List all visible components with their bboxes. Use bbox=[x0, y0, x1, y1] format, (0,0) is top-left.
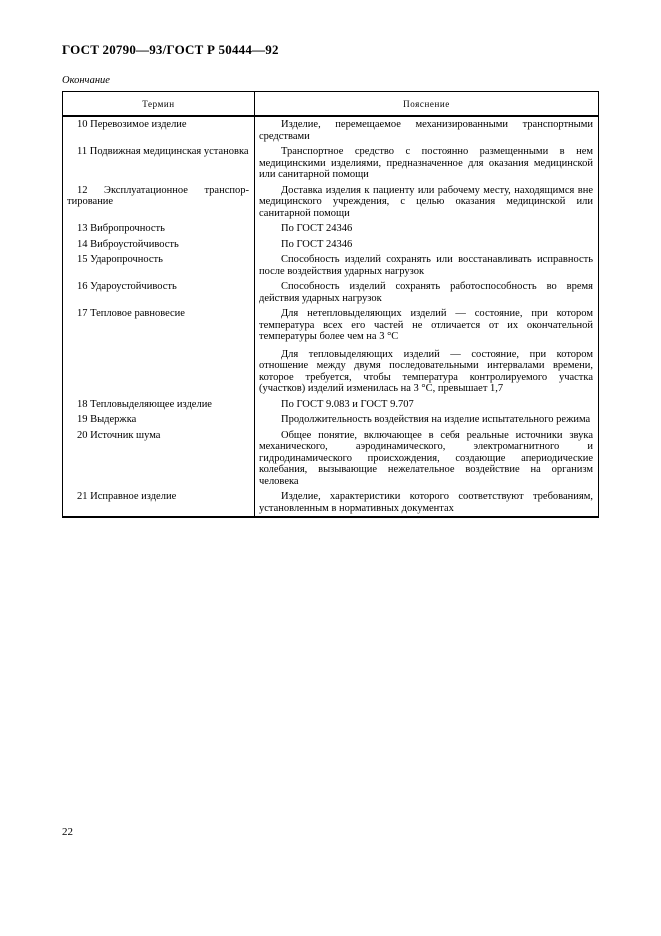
explanation-cell bbox=[255, 116, 599, 144]
term-cell bbox=[63, 252, 255, 279]
document-content bbox=[62, 42, 599, 518]
term-text: 11 Подвижная медицинская установка bbox=[77, 146, 249, 157]
term-text: 18 Тепловыделяющее изделие bbox=[77, 398, 212, 410]
term-text: 19 Выдержка bbox=[77, 414, 137, 425]
table-row bbox=[63, 252, 599, 279]
explanation-paragraph: Изделие, перемещаемое механизированными транспортными средствами bbox=[259, 119, 593, 142]
table-row bbox=[63, 116, 599, 144]
term-text: 20 Источник шума bbox=[77, 429, 161, 441]
term-text: 14 Виброустойчивость bbox=[77, 238, 179, 250]
term-cell bbox=[63, 183, 255, 222]
explanation-cell bbox=[255, 306, 599, 397]
terms-table-header bbox=[63, 92, 599, 117]
table-row bbox=[63, 279, 599, 306]
explanation-cell bbox=[255, 221, 599, 237]
explanation-paragraph: По ГОСТ 24346 bbox=[281, 223, 353, 234]
explanation-paragraph: Способность изделий сохранять работоспособность во время действия ударных нагрузок bbox=[259, 281, 593, 304]
term-cell bbox=[63, 397, 255, 413]
explanation-paragraph: Изделие, характеристики которого соответствуют требованиям, установленным в нормативных документах bbox=[259, 491, 593, 514]
table-row bbox=[63, 428, 599, 490]
explanation-paragraph: Общее понятие, включающее в себя реальные источники звука механического, аэродинамического, электромагнитного и гидродинамического происхождения, создающие апериодические колебания, вызывающие нежелательное воздействие на организм человека bbox=[259, 429, 593, 487]
column-header-explanation: Пояснение bbox=[255, 92, 599, 117]
term-text: 17 Тепловое равновесие bbox=[77, 308, 185, 319]
explanation-cell bbox=[255, 183, 599, 222]
terms-table-body bbox=[63, 116, 599, 517]
explanation-cell bbox=[255, 428, 599, 490]
term-text: 16 Удароустойчивость bbox=[77, 281, 177, 292]
term-cell bbox=[63, 489, 255, 517]
table-row bbox=[63, 306, 599, 397]
explanation-cell bbox=[255, 252, 599, 279]
table-row bbox=[63, 183, 599, 222]
term-cell bbox=[63, 412, 255, 428]
continuation-label: Окончание bbox=[62, 75, 110, 86]
term-cell bbox=[63, 221, 255, 237]
term-text: 21 Исправное изделие bbox=[77, 491, 177, 502]
term-cell bbox=[63, 144, 255, 183]
term-cell bbox=[63, 279, 255, 306]
term-text: 10 Перевозимое изделие bbox=[77, 119, 187, 130]
explanation-cell bbox=[255, 489, 599, 517]
term-cell bbox=[63, 306, 255, 397]
explanation-paragraph: По ГОСТ 24346 bbox=[281, 238, 353, 250]
page-number: 22 bbox=[62, 826, 73, 838]
column-header-term: Термин bbox=[63, 92, 255, 117]
terms-table bbox=[62, 91, 599, 518]
term-text: 15 Ударопрочность bbox=[77, 254, 163, 265]
explanation-cell bbox=[255, 237, 599, 253]
explanation-paragraph: Для нетепловыделяющих изделий — состояние, при котором температура всех его частей не отличается от их окончательной температуры более чем на 3 °С bbox=[259, 308, 593, 342]
explanation-cell bbox=[255, 144, 599, 183]
explanation-paragraph: Транспортное средство с постоянно размещенными в нем медицинскими изделиями, предназначенное для оказания медицинской или санитарной помощи bbox=[259, 146, 593, 180]
table-row bbox=[63, 237, 599, 253]
term-cell bbox=[63, 428, 255, 490]
header-row bbox=[63, 92, 599, 117]
explanation-paragraph: Доставка изделия к пациенту или рабочему месту, находящимся вне медицинского учреждения, с целью оказания медицинской или санитарной помощи bbox=[259, 184, 593, 219]
explanation-paragraph: Способность изделий сохранять или восстанавливать исправность после воздействия ударных нагрузок bbox=[259, 254, 593, 277]
explanation-paragraph: Для тепловыделяющих изделий — состояние, при котором отношение между двумя последовательными интервалами времени, которое требуется, чтобы температура контролируемого участка (участков) изделий изменилась на 3 °С, превышает 1,7 bbox=[259, 348, 593, 394]
table-row bbox=[63, 221, 599, 237]
explanation-cell bbox=[255, 279, 599, 306]
document-title: ГОСТ 20790—93/ГОСТ Р 50444—92 bbox=[62, 42, 279, 57]
table-row bbox=[63, 489, 599, 517]
term-text: 13 Вибропрочность bbox=[77, 223, 165, 234]
term-cell bbox=[63, 237, 255, 253]
explanation-paragraph: По ГОСТ 9.083 и ГОСТ 9.707 bbox=[281, 398, 414, 410]
term-text: 12 Эксплуатационное транспор-тирование bbox=[67, 184, 249, 207]
table-row bbox=[63, 412, 599, 428]
table-row bbox=[63, 397, 599, 413]
table-row bbox=[63, 144, 599, 183]
explanation-cell bbox=[255, 412, 599, 428]
explanation-paragraph: Продолжительность воздействия на изделие испытательного режима bbox=[281, 414, 591, 425]
term-cell bbox=[63, 116, 255, 144]
explanation-cell bbox=[255, 397, 599, 413]
